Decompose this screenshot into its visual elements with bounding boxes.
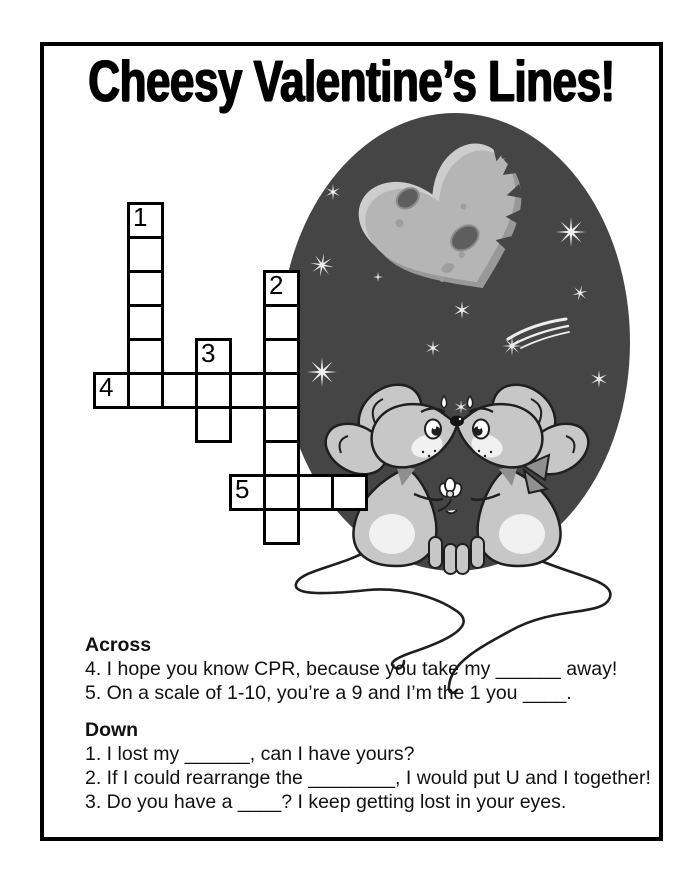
crossword-cell[interactable]	[161, 372, 198, 409]
star-icon	[307, 357, 337, 387]
page-title: Cheesy Valentine’s Lines!	[88, 50, 615, 114]
crossword-cell[interactable]	[263, 474, 300, 511]
crossword-cell[interactable]	[93, 372, 130, 409]
crossword-cell[interactable]	[229, 474, 266, 511]
crossword-cell[interactable]	[263, 304, 300, 341]
crossword-cell[interactable]	[127, 202, 164, 239]
crossword-cell[interactable]	[263, 270, 300, 307]
star-icon	[556, 217, 586, 247]
cell-number: 3	[201, 338, 216, 368]
cell-number: 5	[235, 474, 250, 504]
cell-number: 2	[269, 270, 284, 300]
clue-line: 3. Do you have a ____? I keep getting lost in your eyes.	[85, 791, 567, 813]
across-clues	[85, 657, 651, 705]
crossword-cell[interactable]	[263, 338, 300, 375]
star-icon	[502, 336, 522, 356]
crossword-cell[interactable]	[127, 304, 164, 341]
down-clues	[85, 742, 651, 814]
crossword-cell[interactable]	[263, 440, 300, 477]
crossword-cell[interactable]	[127, 270, 164, 307]
crossword-cell[interactable]	[127, 372, 164, 409]
cell-number: 1	[133, 202, 148, 232]
clue-line: 5. On a scale of 1-10, you’re a 9 and I’m the 1 you ____.	[85, 682, 572, 704]
crossword-cell[interactable]	[195, 406, 232, 443]
crossword-cell[interactable]	[297, 474, 334, 511]
crossword-cell[interactable]	[229, 372, 266, 409]
crossword-cell[interactable]	[331, 474, 368, 511]
across-heading: Across	[85, 634, 152, 656]
clues-section	[85, 633, 651, 814]
clue-line: 1. I lost my ______, can I have yours?	[85, 743, 415, 765]
crossword-cell[interactable]	[127, 338, 164, 375]
crossword-cell[interactable]	[195, 372, 232, 409]
clue-line: 2. If I could rearrange the ________, I would put U and I together!	[85, 767, 651, 789]
down-heading: Down	[85, 719, 139, 741]
crossword-cell[interactable]	[263, 508, 300, 545]
clue-line: 4. I hope you know CPR, because you take my ______ away!	[85, 658, 618, 680]
cell-number: 4	[99, 372, 114, 402]
crossword-cell[interactable]	[127, 236, 164, 273]
crossword-cell[interactable]	[263, 406, 300, 443]
crossword-cell[interactable]	[263, 372, 300, 409]
crossword-cell[interactable]	[195, 338, 232, 375]
